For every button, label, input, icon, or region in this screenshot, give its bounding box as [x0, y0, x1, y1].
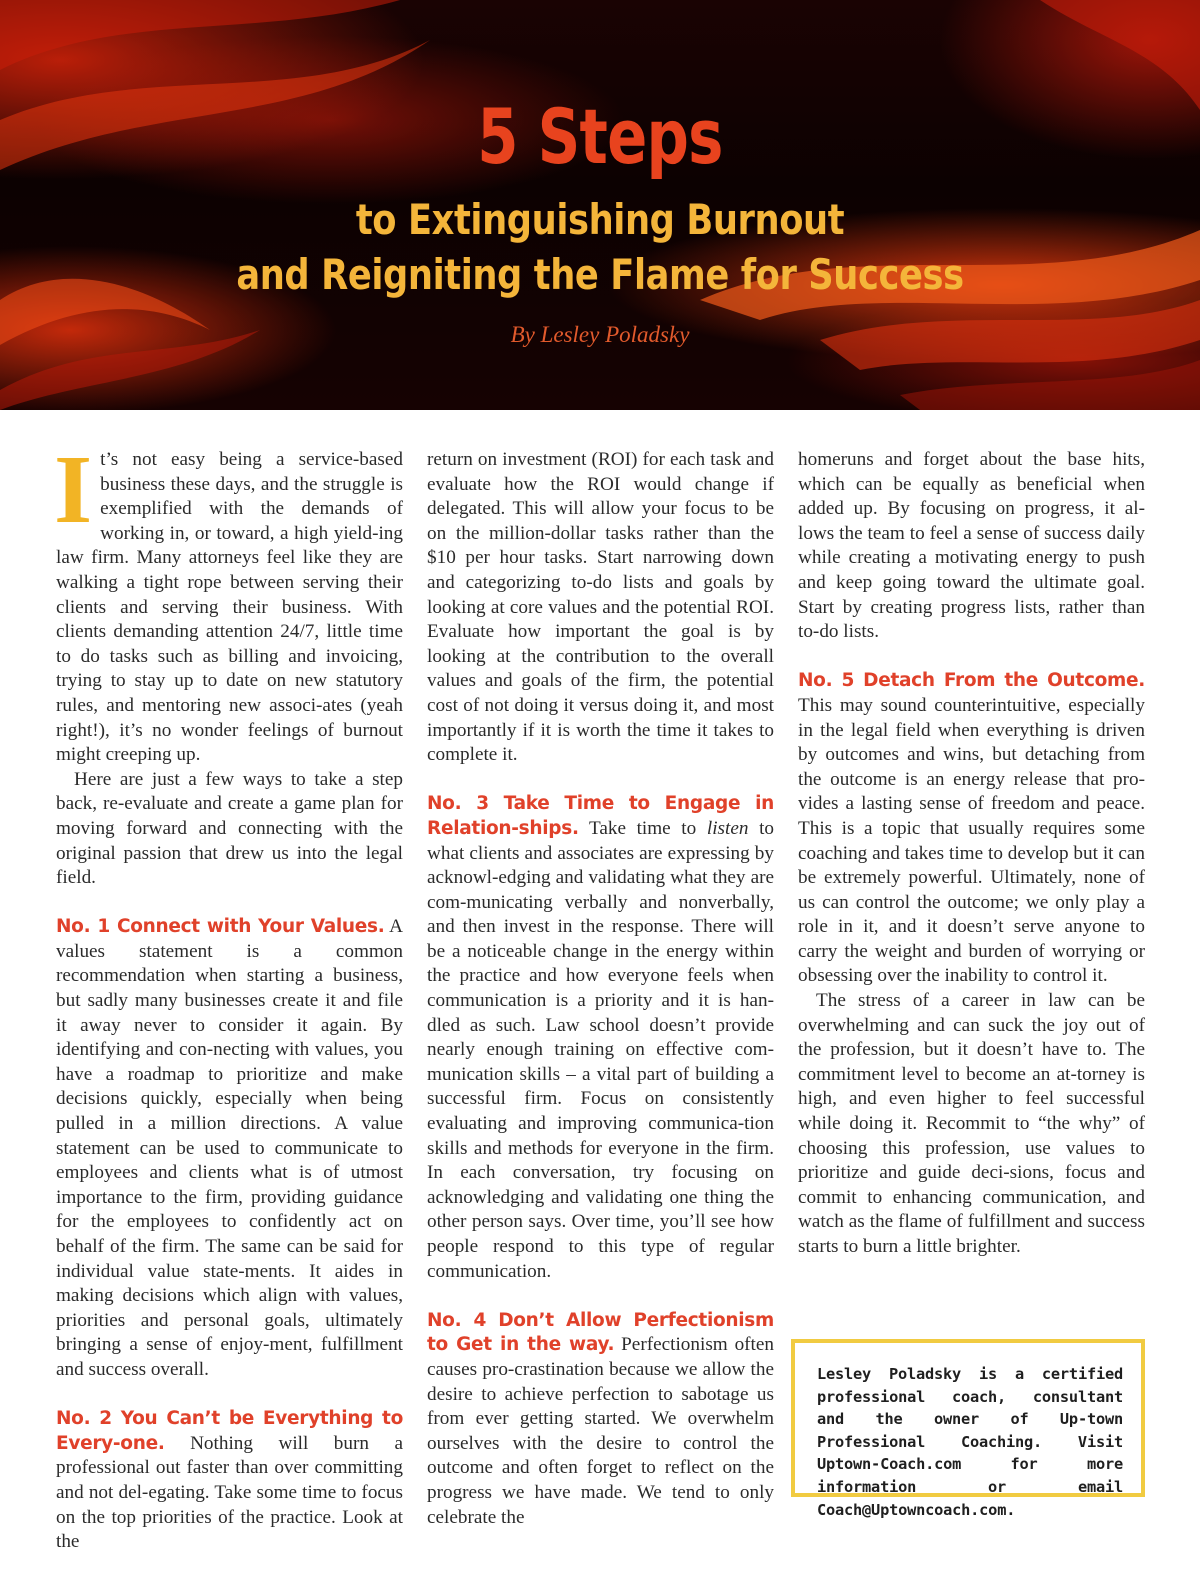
step-3-heading: No. 3 Take Time to Engage in Relation-ships.: [427, 793, 774, 839]
intro-text: t’s not easy being a service-based business these days, and the struggle is exemplified with the demands of working in, or toward, a high yield-ing law firm. Many attorneys feel like they are walking a tight rope between serving their clients and serving their business. With clients demanding attention 24/7, little time to do tasks such as billing and invoicing, trying to stay up to date on new statutory rules, and mentoring new associ-ates (yeah right!), it’s no wonder feelings of burnout might creeping up.: [56, 449, 403, 766]
article-subtitle-line-2: and Reigniting the Flame for Success: [236, 250, 964, 299]
drop-cap: I: [54, 436, 93, 544]
step-5-body: This may sound counterintuitive, especially in the legal field when everything is driven by outcomes and wins, but detaching from the outcome is an energy release that pro-vides a lasting sense of freedom and peace. This is a topic that usually requires some coaching and takes time to develop but it can be extremely powerful. Ultimately, none of us can control the outcome; we only play a role in it, and it doesn’t serve anyone to carry the weight and burden of worrying or obsessing over the inability to control it.: [798, 694, 1145, 987]
author-bio-text: Lesley Poladsky is a certified professional coach, consultant and the owner of Up-town Professional Coaching. Visit Uptown-Coach.com for more information or email Coach@Uptowncoach.com.: [817, 1365, 1123, 1519]
step-5-heading: No. 5 Detach From the Outcome.: [798, 670, 1145, 692]
step-1-body: A values statement is a common recommendation when starting a business, but sadly many businesses create it and file it away never to consider it again. By identifying and con-necting with values, you have a roadmap to prioritize and make decisions quickly, especially when being pulled in a million directions. A value statement can be used to communicate to employees and clients what is of utmost importance to the firm, providing guidance for the employees to confidently act on behalf of the firm. The same can be said for individual value state-ments. It aides in making decisions which align with values, priorities and personal goals, ultimately bringing a sense of enjoy-ment, fulfillment and success overall.: [56, 916, 403, 1380]
article-title: 5 Steps: [477, 92, 723, 181]
step-3-body-b: to what clients and associates are expressing by acknowl-edging and validating what they are com-municating verbally and nonverbally, and then invest in the response. There will be a noticeable change in the energy within the practice and how everyone feels when communication is a priority and it is han-dled as such. Law school doesn’t provide nearly enough training on effective com-munication skills – a vital part of building a successful firm. Focus on consistently evaluating and improving communica-tion skills and methods for everyone in the firm. In each conversation, try focusing on acknowledging and validating one thing the other person says. Over time, you’ll see how people respond to this type of regular communication.: [427, 817, 774, 1282]
step-2-heading: No. 2 You Can’t be Everything to Every-one.: [56, 1408, 403, 1454]
author-bio-box: [791, 1339, 1145, 1519]
step-4-continued: homeruns and forget about the base hits, which can be equally as beneficial when added up. By focusing on progress, it al-lows the team to feel a sense of success daily while creating a motivating energy to push and keep going toward the ultimate goal. Start by creating progress lists, rather than to-do lists.: [798, 449, 1145, 643]
step-3-body-a: Take time to: [578, 817, 707, 839]
intro-paragraph-2: Here are just a few ways to take a step back, re-evaluate and create a game plan for moving forward and connecting with the original passion that drew us into the legal field.: [56, 768, 403, 889]
header-banner: [0, 0, 1200, 410]
step-1-heading: No. 1 Connect with Your Values.: [56, 916, 385, 938]
article-subtitle-line-1: to Extinguishing Burnout: [355, 195, 845, 244]
article-column-1: [54, 436, 403, 1555]
step-3-emphasis: listen: [706, 817, 749, 839]
closing-paragraph: The stress of a career in law can be overwhelming and can suck the joy out of the profession, but it doesn’t have to. The commitment level to become an at-torney is high, and even higher to feel successful while doing it. Recommit to “the why” of choosing this profession, use values to prioritize and guide deci-sions, focus and commit to enhancing communication, and watch as the flame of fulfillment and success starts to burn a little brighter.: [798, 990, 1145, 1257]
step-4-paragraph: [427, 1309, 774, 1530]
step-3-paragraph: [427, 792, 774, 1284]
step-4-body: Perfectionism often causes pro-crastination because we allow the desire to achieve perfection to sabotage us from ever getting started. We overwhelm ourselves with the desire to control the outcome and often forget to reflect on the progress we have made. We tend to only celebrate the: [427, 1334, 775, 1528]
step-4-heading: No. 4 Don’t Allow Perfectionism to Get in the way.: [427, 1309, 774, 1356]
step-2-paragraph: [56, 1407, 403, 1555]
article-column-3: [798, 448, 1145, 1260]
step-1-paragraph: [56, 915, 403, 1382]
intro-paragraph: [54, 436, 403, 768]
step-2-body: Nothing will burn a professional out faster than over committing and not del-egating. Take some time to focus on the top priorities of the practice. Look at the: [56, 1432, 403, 1553]
step-5-paragraph: [798, 669, 1145, 989]
step-2-continued: return on investment (ROI) for each task and evaluate how the ROI would change if delegated. This will allow your focus to be on the million-dollar tasks rather than the $10 per hour tasks. Start narrowing down and categorizing to-do lists and goals by looking at core values and the potential ROI. Evaluate how important the goal is by looking at the contribution to the overall values and goals of the firm, the potential cost of not doing it versus doing it, and most importantly if it is worth the time it takes to complete it.: [427, 449, 774, 766]
byline: By Lesley Poladsky: [510, 322, 690, 347]
article-column-2: [427, 448, 774, 1530]
